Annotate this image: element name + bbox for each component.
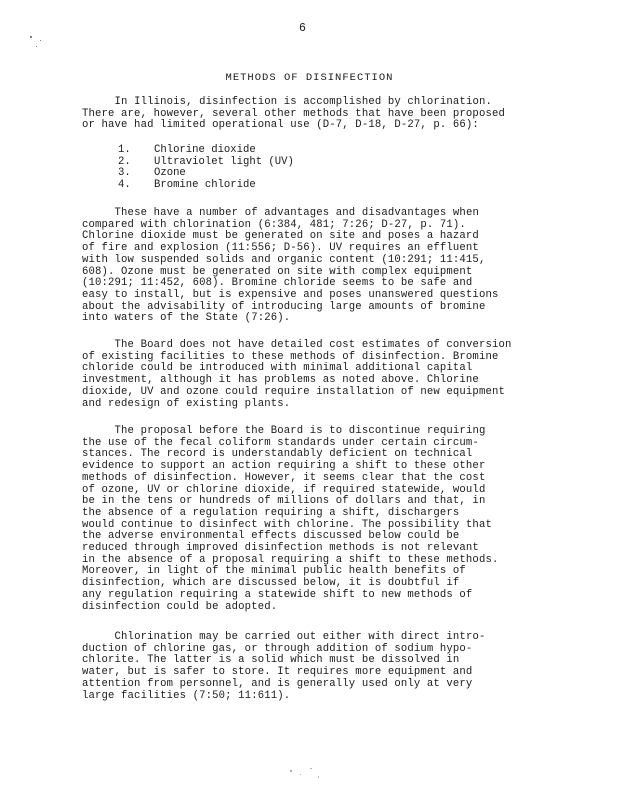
list-item-number: 2. [118,155,131,168]
list-item-label: Chlorine dioxide [154,144,256,156]
scan-speck [310,768,312,769]
paragraph-cost: The Board does not have detailed cost estimates of conversion of existing facilities to these methods of disinfection. Bromine chloride could be introduced with minimal additional capital investment, although it has problems as noted above. Chlorine dioxide, UV and ozone could require installation of new equipment and redesign of existing plants. [82,339,512,410]
scan-speck [36,46,37,47]
paragraph-proposal: The proposal before the Board is to discontinue requiring the use of the fecal coliform standards under certain circum- stances. The record is understandably deficient on technical evidence to support an action requiring a shift to these other methods of disinfection. However, it seems clear that the cost of ozone, UV or chlorine dioxide, if required statewide, would be in the tens or hundreds of millions of dollars and that, in the absence of a regulation requiring a shift, dischargers would continue to disinfect with chlorine. The possibility that the adverse environmental effects discussed below could be reduced through improved disinfection methods is not relevant in the absence of a proposal requiring a shift to these methods. Moreover, in light of the minimal public health benefits of disinfection, which are discussed below, it is doubtful if any regulation requiring a statewide shift to new methods of disinfection could be adopted. [82,425,499,613]
list-item-label: Ultraviolet light (UV) [154,155,294,168]
scan-speck [318,776,319,778]
page-number: 6 [299,22,307,35]
list-item-number: 3. [118,167,131,180]
list-item-number: 4. [118,179,131,192]
list-item-label: Bromine chloride [154,179,256,192]
scan-speck [40,40,41,41]
scan-speck [300,774,301,775]
scan-speck [30,36,32,38]
scan-speck [290,770,292,772]
list-item [118,180,294,192]
paragraph-chlorination: Chlorination may be carried out either with direct intro- duction of chlorine gas, or through addition of sodium hypo- chlorite. The latter is a solid which must be dissolved in water, but is safer to store. It requires more equipment and attention from personnel, and is generally used only at very large facilities (7:50; 11:611). [82,631,486,702]
methods-list [118,145,294,192]
list-item [118,157,294,169]
list-item-label: Ozone [154,167,186,180]
section-heading: METHODS OF DISINFECTION [225,72,394,84]
paragraph-intro: In Illinois, disinfection is accomplished by chlorination. There are, however, several other methods that have been proposed or have had limited operational use (D-7, D-18, D-27, p. 66): [82,96,505,132]
paragraph-advantages: These have a number of advantages and disadvantages when compared with chlorination (6:384, 481; 7:26; D-27, p. 71). Chlorine dioxide must be generated on site and poses a hazard of fire and explosion (11:556; D-56). UV requires an effluent with low suspended solids and organic content (10:291; 11:415, 608). Ozone must be generated on site with complex equipment (10:291; 11:452, 608). Bromine chloride seems to be safe and easy to install, but is expensive and poses unanswered questions about the advisability of introducing large amounts of bromine into waters of the State (7:26). [82,207,499,325]
list-item [118,145,294,157]
list-item-number: 1. [118,144,131,156]
